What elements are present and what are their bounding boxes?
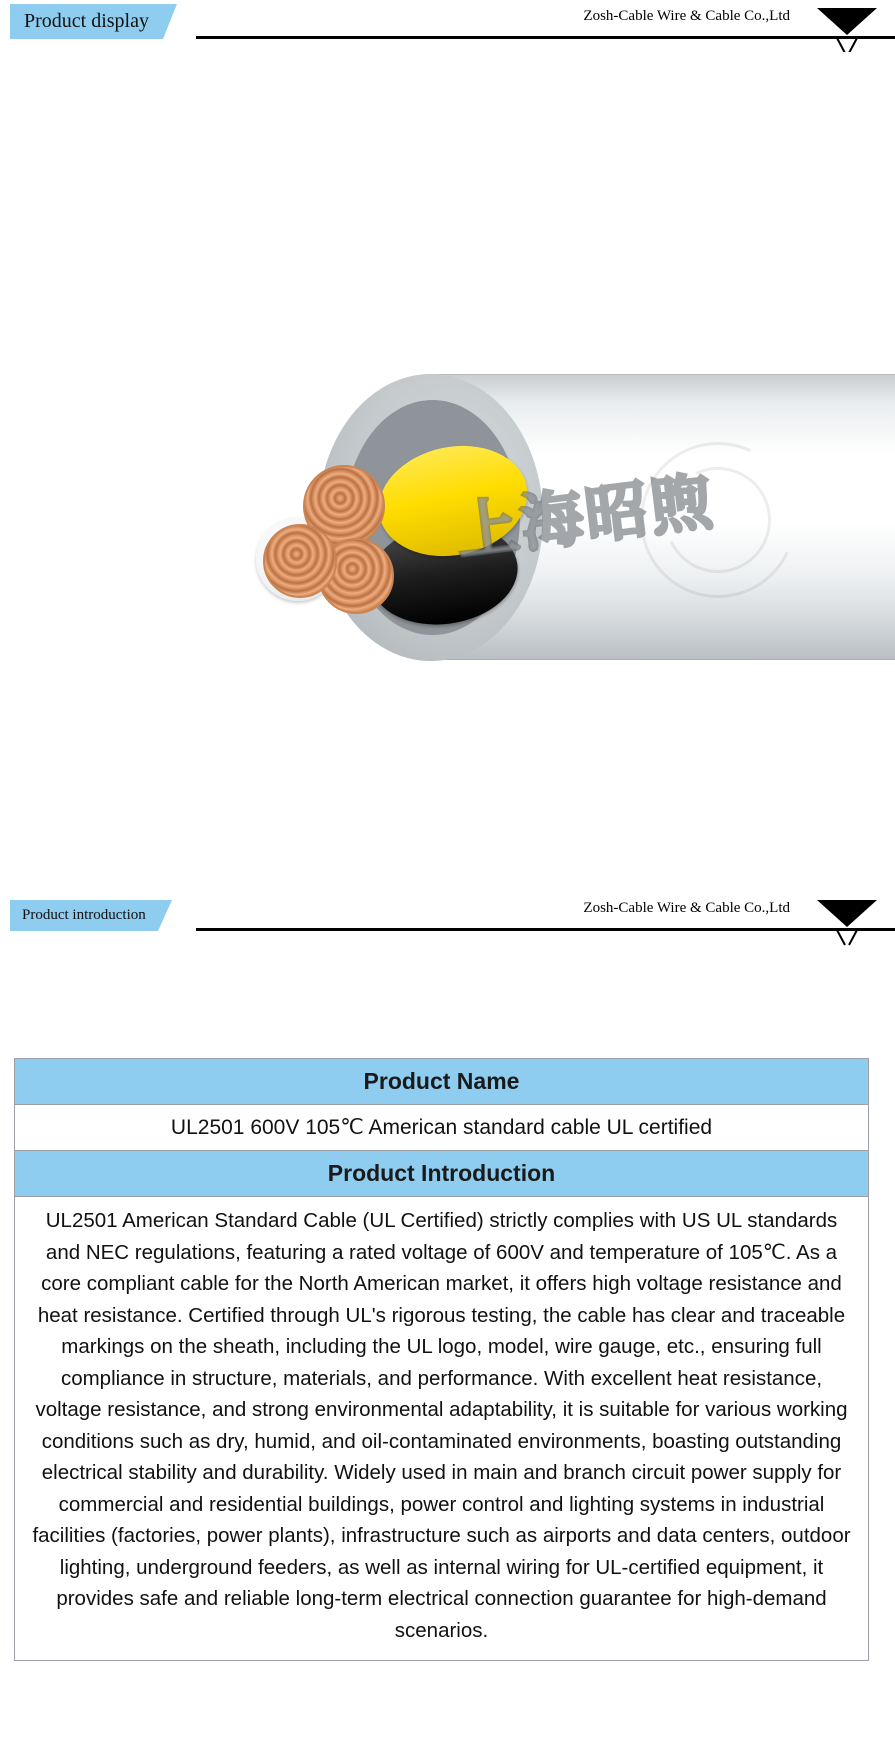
product-display-header (0, 0, 895, 52)
triangle-shape-2 (817, 900, 877, 927)
company-name-introduction: Zosh-Cable Wire & Cable Co.,Ltd (583, 900, 790, 916)
section-tab-product-introduction: Product introduction (10, 900, 158, 931)
cable-illustration (0, 352, 895, 682)
sheath-bottom-edge (430, 659, 895, 660)
triangle-logo-icon-2 (817, 900, 877, 944)
section-tab-product-display: Product display (10, 4, 163, 39)
product-info-table (14, 1058, 869, 1661)
sheath-top-edge (430, 374, 895, 375)
table-row-product-name-value: UL2501 600V 105℃ American standard cable UL certified (15, 1105, 868, 1151)
table-row-product-name-header: Product Name (15, 1059, 868, 1105)
triangle-vee-shape (833, 38, 861, 52)
triangle-logo-icon (817, 8, 877, 52)
copper-core-white (263, 524, 337, 598)
table-row-product-introduction-body: UL2501 American Standard Cable (UL Certified) strictly complies with US UL standards and NEC regulations, featuring a rated voltage of 600V and temperature of 105℃. As a core compliant cable for the North American market, it offers high voltage resistance and heat resistance. Certified through UL's rigorous testing, the cable has clear and traceable markings on the sheath, including the UL logo, model, wire gauge, etc., ensuring full compliance in structure, materials, and performance. With excellent heat resistance, voltage resistance, and strong environmental adaptability, it is suitable for various working conditions such as dry, humid, and oil-contaminated environments, boasting outstanding electrical stability and durability. Widely used in main and branch circuit power supply for commercial and residential buildings, power control and lighting systems in industrial facilities (factories, power plants), infrastructure such as airports and data centers, outdoor lighting, underground feeders, as well as internal wiring for UL-certified equipment, it provides safe and reliable long-term electrical connection guarantee for high-demand scenarios. (15, 1197, 868, 1660)
header-rule-2 (196, 928, 895, 931)
product-image-stage (0, 52, 895, 892)
table-row-product-introduction-header: Product Introduction (15, 1151, 868, 1197)
triangle-vee-shape-2 (833, 930, 861, 944)
company-name-display: Zosh-Cable Wire & Cable Co.,Ltd (583, 8, 790, 24)
triangle-shape (817, 8, 877, 35)
header-rule (196, 36, 895, 39)
product-introduction-header (0, 892, 895, 944)
